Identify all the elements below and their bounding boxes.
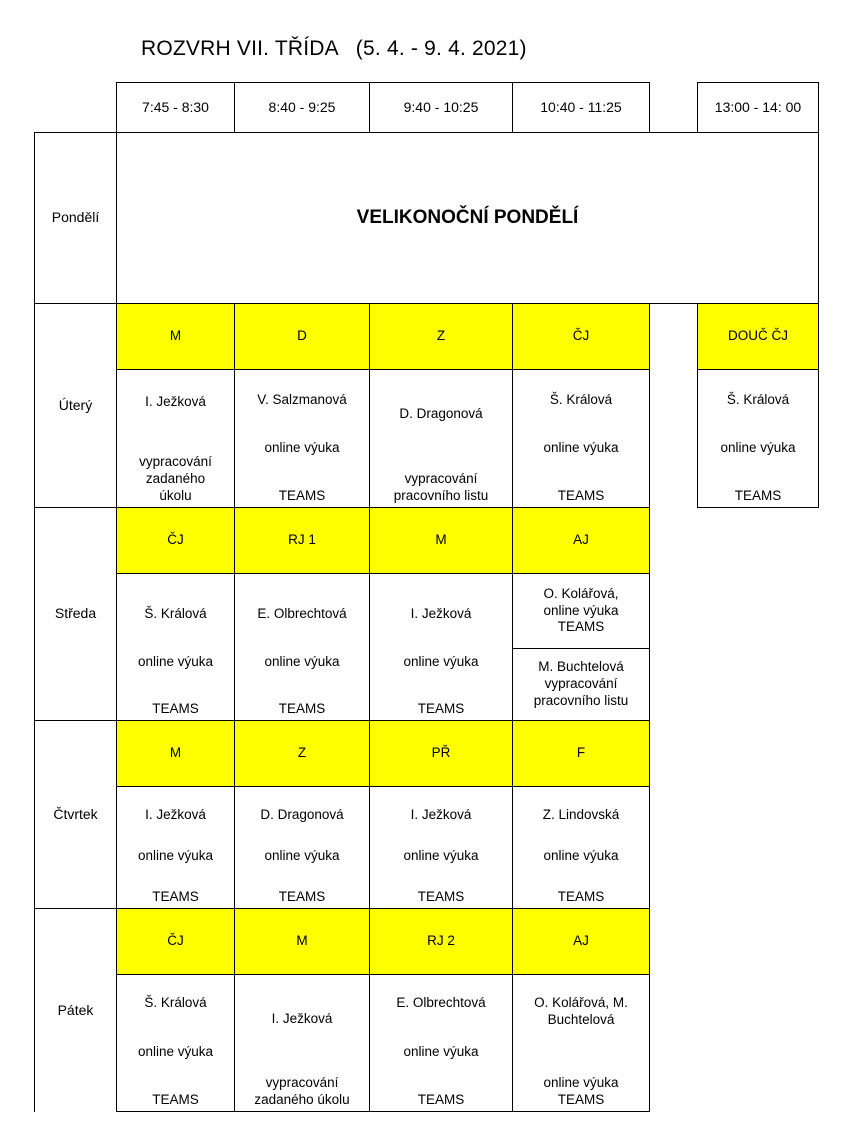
activity: vypracování pracovního listu: [393, 471, 489, 504]
detail-tue-2: [234, 369, 370, 508]
teacher: D. Dragonová: [399, 406, 483, 421]
page-title: ROZVRH VII. TŘÍDA (5. 4. - 9. 4. 2021): [141, 37, 527, 60]
subject-wed-2: RJ 1: [234, 507, 370, 574]
activity: online výuka: [137, 1043, 214, 1059]
subject-tue-3: Z: [369, 303, 513, 370]
time-header-1: 7:45 - 8:30: [116, 82, 235, 133]
day-label-thursday: Čtvrtek: [34, 720, 117, 909]
subject-thu-4: F: [512, 720, 650, 787]
day-label-tuesday: Úterý: [34, 303, 117, 508]
platform: TEAMS: [152, 701, 199, 717]
activity: online výuka: [543, 440, 619, 456]
subject-thu-3: PŘ: [369, 720, 513, 787]
day-label-friday: Pátek: [34, 908, 117, 1112]
subject-fri-2: M: [234, 908, 370, 975]
teacher: Z. Lindovská: [542, 807, 620, 822]
time-header-4: 10:40 - 11:25: [512, 82, 650, 133]
teacher: Š. Králová: [144, 606, 207, 621]
platform: TEAMS: [557, 889, 605, 905]
platform: TEAMS: [152, 889, 199, 905]
detail-thu-4: [512, 786, 650, 909]
platform: TEAMS: [278, 701, 326, 717]
teacher: Š. Králová: [549, 392, 613, 407]
subject-fri-1: ČJ: [116, 908, 235, 975]
time-header-2: 8:40 - 9:25: [234, 82, 370, 133]
activity: online výuka: [137, 653, 214, 669]
time-header-3: 9:40 - 10:25: [369, 82, 513, 133]
teacher: E. Olbrechtová: [396, 995, 486, 1010]
activity: online výuka: [403, 1043, 479, 1059]
detail-fri-2: [234, 974, 370, 1112]
activity: vypracování zadaného úkolu: [254, 1075, 350, 1108]
activity: online výuka: [264, 848, 340, 864]
detail-thu-1: [116, 786, 235, 909]
subject-wed-4: AJ: [512, 507, 650, 574]
activity: online výuka: [720, 440, 796, 456]
day-label-wednesday: Středa: [34, 507, 117, 721]
activity: vypracování zadaného úkolu: [139, 454, 212, 504]
subject-tue-2: D: [234, 303, 370, 370]
platform: TEAMS: [557, 488, 605, 504]
detail-tue-1: [116, 369, 235, 508]
subject-tue-1: M: [116, 303, 235, 370]
detail-wed-1: [116, 573, 235, 721]
activity: online výuka: [137, 848, 214, 864]
teacher: I. Ježková: [145, 807, 206, 822]
teacher: I. Ježková: [410, 606, 472, 621]
detail-wed-3: [369, 573, 513, 721]
teacher: Š. Králová: [144, 995, 207, 1010]
platform: TEAMS: [417, 889, 465, 905]
platform: TEAMS: [278, 889, 326, 905]
holiday-note: VELIKONOČNÍ PONDĚLÍ: [116, 132, 819, 304]
detail-tue-4: [512, 369, 650, 508]
platform: TEAMS: [417, 1092, 465, 1108]
activity: online výuka TEAMS: [543, 1075, 619, 1108]
platform: TEAMS: [734, 488, 782, 504]
teacher: V. Salzmanová: [257, 392, 347, 407]
detail-fri-4: [512, 974, 650, 1112]
platform: TEAMS: [417, 701, 465, 717]
detail-tue-5: [697, 369, 819, 508]
activity: online výuka: [403, 848, 479, 864]
teacher: I. Ježková: [145, 394, 206, 409]
activity: online výuka: [264, 440, 340, 456]
detail-thu-2: [234, 786, 370, 909]
teacher: E. Olbrechtová: [257, 606, 347, 621]
detail-wed-4b: M. Buchtelová vypracování pracovního listu: [512, 648, 650, 721]
subject-thu-2: Z: [234, 720, 370, 787]
teacher: D. Dragonová: [260, 807, 344, 822]
teacher: I. Ježková: [410, 807, 472, 822]
detail-wed-2: [234, 573, 370, 721]
subject-tue-5: DOUČ ČJ: [697, 303, 819, 370]
activity: online výuka: [403, 653, 479, 669]
activity: online výuka: [543, 848, 619, 864]
platform: TEAMS: [152, 1092, 199, 1108]
time-header-5: 13:00 - 14: 00: [697, 82, 819, 133]
detail-tue-3: [369, 369, 513, 508]
subject-fri-4: AJ: [512, 908, 650, 975]
subject-fri-3: RJ 2: [369, 908, 513, 975]
teacher: I. Ježková: [271, 1011, 333, 1026]
subject-wed-3: M: [369, 507, 513, 574]
detail-thu-3: [369, 786, 513, 909]
subject-tue-4: ČJ: [512, 303, 650, 370]
teacher: O. Kolářová, M. Buchtelová: [534, 995, 628, 1027]
platform: TEAMS: [278, 488, 326, 504]
detail-wed-4a: O. Kolářová, online výuka TEAMS: [512, 573, 650, 649]
teacher: Š. Králová: [726, 392, 790, 407]
detail-fri-1: [116, 974, 235, 1112]
subject-thu-1: M: [116, 720, 235, 787]
detail-fri-3: [369, 974, 513, 1112]
activity: online výuka: [264, 653, 340, 669]
day-label-monday: Pondělí: [34, 132, 117, 304]
subject-wed-1: ČJ: [116, 507, 235, 574]
